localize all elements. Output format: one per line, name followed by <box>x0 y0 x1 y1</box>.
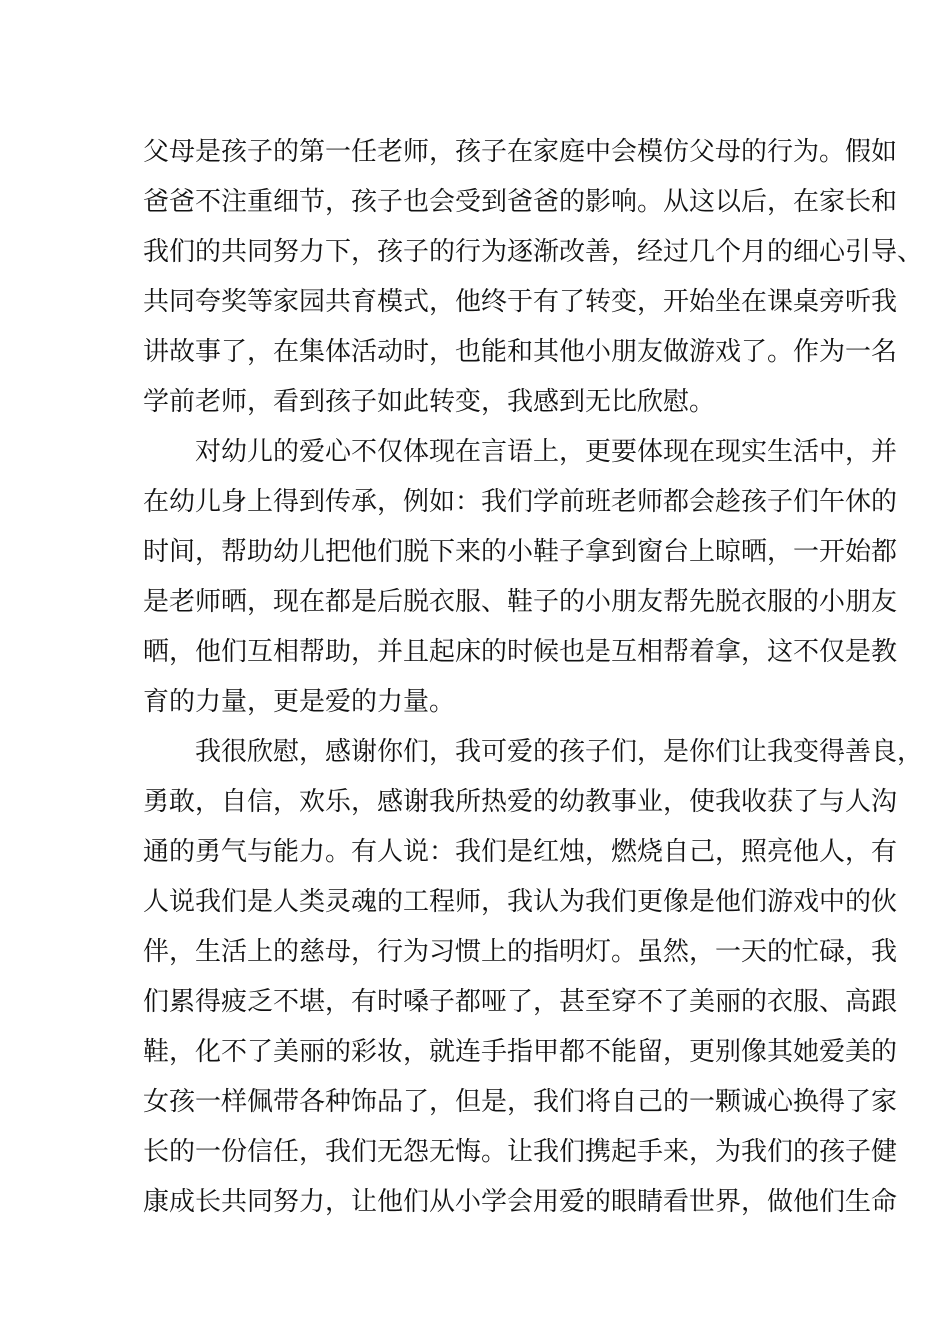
paragraph-2-line-6: 育的力量，更是爱的力量。 <box>143 687 456 717</box>
paragraph-2-line-2: 在幼儿身上得到传承，例如：我们学前班老师都会趁孩子们午休的 <box>143 487 898 517</box>
paragraph-1-line-3: 我们的共同努力下，孩子的行为逐渐改善，经过几个月的细心引导、 <box>143 237 924 267</box>
paragraph-1-line-2: 爸爸不注重细节，孩子也会受到爸爸的影响。从这以后，在家长和 <box>143 187 898 217</box>
paragraph-2-line-3: 时间，帮助幼儿把他们脱下来的小鞋子拿到窗台上晾晒，一开始都 <box>143 537 898 567</box>
paragraph-3-line-2: 勇敢，自信，欢乐，感谢我所热爱的幼教事业，使我收获了与人沟 <box>143 787 898 817</box>
paragraph-3-line-10: 康成长共同努力，让他们从小学会用爱的眼睛看世界，做他们生命 <box>143 1187 898 1217</box>
paragraph-1-line-6: 学前老师，看到孩子如此转变，我感到无比欣慰。 <box>143 387 716 417</box>
paragraph-2-line-1: 对幼儿的爱心不仅体现在言语上，更要体现在现实生活中，并 <box>195 437 898 467</box>
paragraph-1-line-5: 讲故事了，在集体活动时，也能和其他小朋友做游戏了。作为一名 <box>143 337 898 367</box>
paragraph-3-line-5: 伴，生活上的慈母，行为习惯上的指明灯。虽然，一天的忙碌，我 <box>143 937 898 967</box>
paragraph-1-line-4: 共同夸奖等家园共育模式，他终于有了转变，开始坐在课桌旁听我 <box>143 287 898 317</box>
paragraph-2-line-4: 是老师晒，现在都是后脱衣服、鞋子的小朋友帮先脱衣服的小朋友 <box>143 587 898 617</box>
paragraph-3-line-9: 长的一份信任，我们无怨无悔。让我们携起手来，为我们的孩子健 <box>143 1137 898 1167</box>
paragraph-3-line-6: 们累得疲乏不堪，有时嗓子都哑了，甚至穿不了美丽的衣服、高跟 <box>143 987 898 1017</box>
paragraph-3-line-3: 通的勇气与能力。有人说：我们是红烛，燃烧自己，照亮他人，有 <box>143 837 898 867</box>
paragraph-1-line-1: 父母是孩子的第一任老师，孩子在家庭中会模仿父母的行为。假如 <box>143 137 898 167</box>
paragraph-3-line-1: 我很欣慰，感谢你们，我可爱的孩子们，是你们让我变得善良， <box>195 737 924 767</box>
paragraph-3-line-4: 人说我们是人类灵魂的工程师，我认为我们更像是他们游戏中的伙 <box>143 887 898 917</box>
paragraph-3-line-8: 女孩一样佩带各种饰品了，但是，我们将自己的一颗诚心换得了家 <box>143 1087 898 1117</box>
paragraph-3-line-7: 鞋，化不了美丽的彩妆，就连手指甲都不能留，更别像其她爱美的 <box>143 1037 898 1067</box>
paragraph-2-line-5: 晒，他们互相帮助，并且起床的时候也是互相帮着拿，这不仅是教 <box>143 637 898 667</box>
